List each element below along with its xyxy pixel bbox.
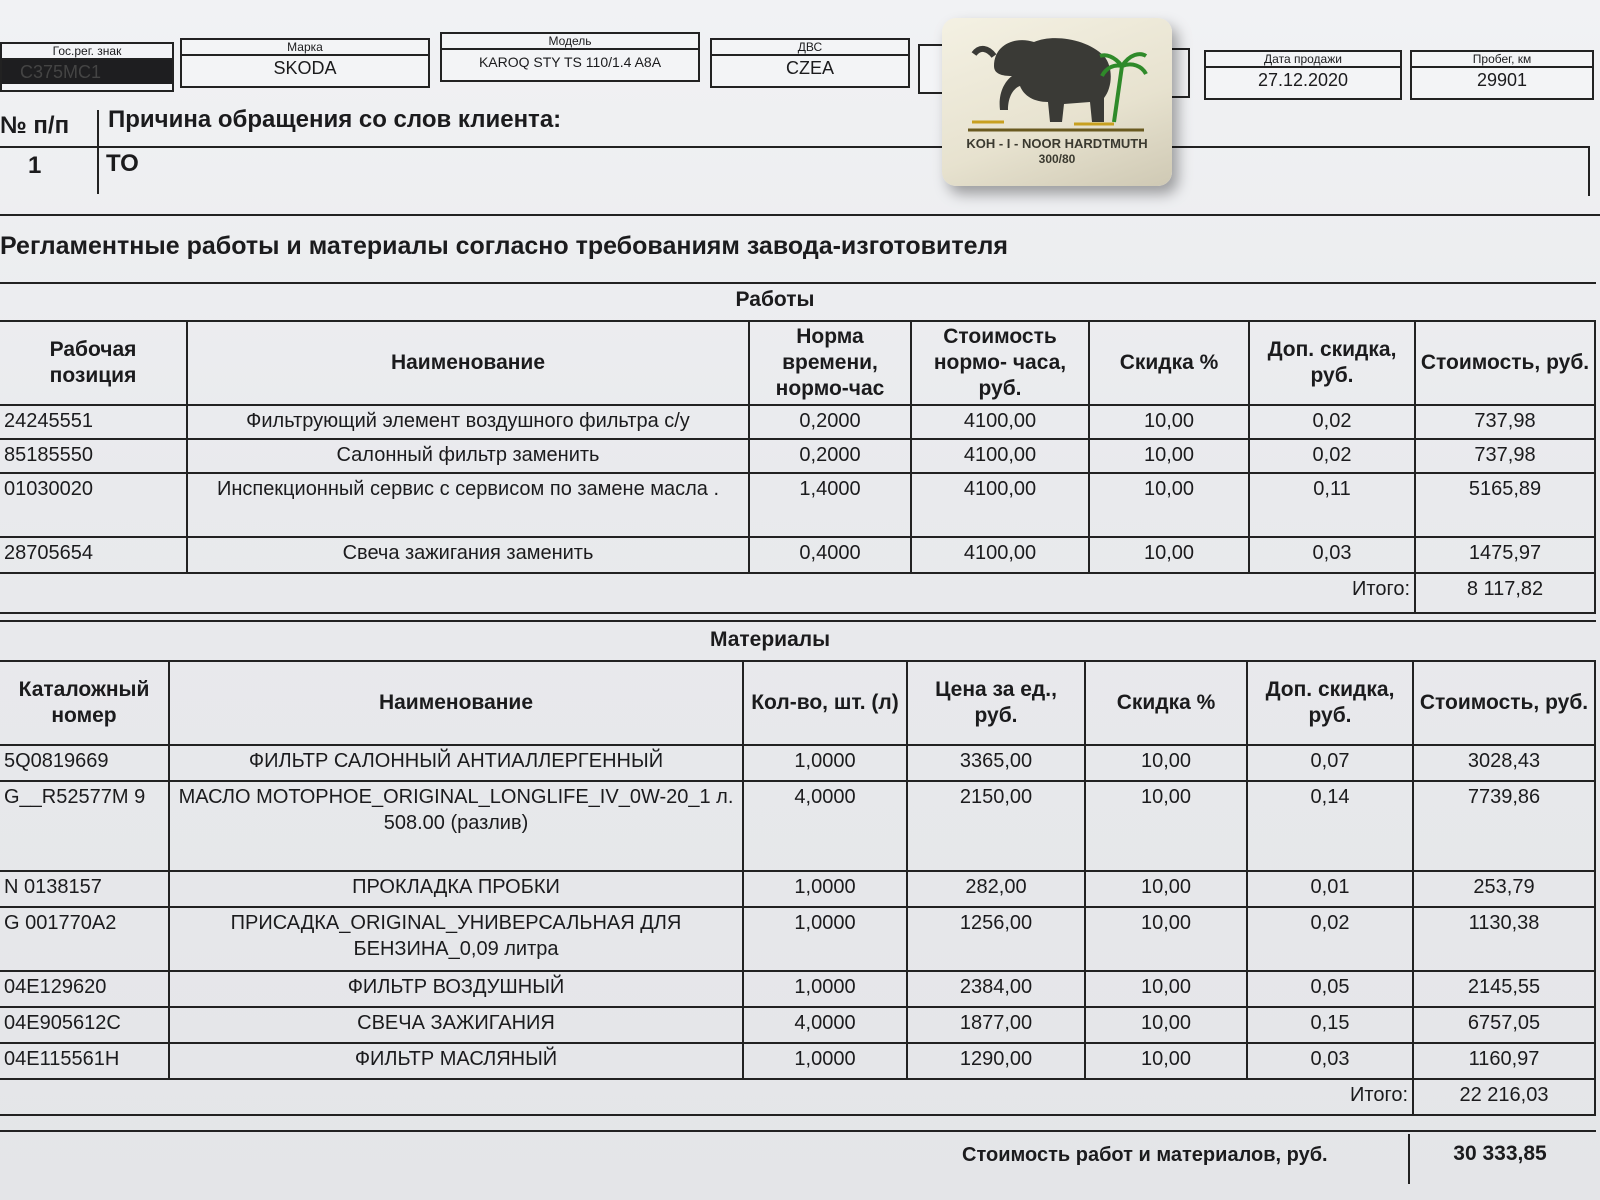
material-name: ПРИСАДКА_ORIGINAL_УНИВЕРСАЛЬНАЯ ДЛЯ БЕНЗИНА_0,09 литра bbox=[169, 907, 743, 971]
make-box bbox=[180, 38, 430, 88]
client-num: 1 bbox=[28, 152, 42, 179]
table-row bbox=[0, 473, 1595, 537]
work-extra: 0,02 bbox=[1249, 439, 1415, 473]
table-row bbox=[0, 405, 1595, 439]
plate-label: Гос.рег. знак bbox=[2, 44, 172, 60]
table-row bbox=[0, 439, 1595, 473]
material-qty: 1,0000 bbox=[743, 1043, 907, 1079]
works-header-extra: Доп. скидка, руб. bbox=[1249, 321, 1415, 405]
material-name: ФИЛЬТР МАСЛЯНЫЙ bbox=[169, 1043, 743, 1079]
plate-box bbox=[0, 42, 174, 92]
works-table bbox=[0, 320, 1596, 614]
eraser bbox=[942, 18, 1172, 186]
mileage-box bbox=[1410, 50, 1594, 100]
material-extra: 0,07 bbox=[1247, 745, 1413, 781]
table-row bbox=[0, 907, 1595, 971]
work-extra: 0,02 bbox=[1249, 405, 1415, 439]
material-qty: 4,0000 bbox=[743, 781, 907, 871]
material-cost: 3028,43 bbox=[1413, 745, 1595, 781]
sale-date-box bbox=[1204, 50, 1402, 100]
material-price: 282,00 bbox=[907, 871, 1085, 907]
material-qty: 4,0000 bbox=[743, 1007, 907, 1043]
mileage-value: 29901 bbox=[1476, 70, 1528, 90]
material-cost: 7739,86 bbox=[1413, 781, 1595, 871]
work-cost: 1475,97 bbox=[1415, 537, 1595, 573]
material-code: 04E129620 bbox=[0, 971, 169, 1007]
work-price: 4100,00 bbox=[911, 537, 1089, 573]
work-price: 4100,00 bbox=[911, 439, 1089, 473]
materials-table bbox=[0, 660, 1596, 1116]
materials-header-extra: Доп. скидка, руб. bbox=[1247, 661, 1413, 745]
client-reason: ТО bbox=[106, 150, 139, 177]
works-total-value: 8 117,82 bbox=[1415, 573, 1595, 613]
table-row bbox=[0, 1043, 1595, 1079]
work-disc: 10,00 bbox=[1089, 439, 1249, 473]
material-disc: 10,00 bbox=[1085, 781, 1247, 871]
material-qty: 1,0000 bbox=[743, 871, 907, 907]
work-disc: 10,00 bbox=[1089, 405, 1249, 439]
material-cost: 1130,38 bbox=[1413, 907, 1595, 971]
material-code: 04E115561H bbox=[0, 1043, 169, 1079]
material-cost: 6757,05 bbox=[1413, 1007, 1595, 1043]
material-qty: 1,0000 bbox=[743, 971, 907, 1007]
work-qty: 0,2000 bbox=[749, 439, 911, 473]
work-qty: 0,4000 bbox=[749, 537, 911, 573]
make-label: Марка bbox=[182, 40, 428, 56]
eraser-model: 300/80 bbox=[1038, 152, 1076, 166]
material-qty: 1,0000 bbox=[743, 745, 907, 781]
section-top-line bbox=[0, 214, 1600, 216]
material-price: 1877,00 bbox=[907, 1007, 1085, 1043]
work-disc: 10,00 bbox=[1089, 473, 1249, 537]
work-code: 24245551 bbox=[0, 405, 187, 439]
material-code: 04E905612C bbox=[0, 1007, 169, 1043]
materials-total-row bbox=[0, 1079, 1595, 1115]
material-extra: 0,01 bbox=[1247, 871, 1413, 907]
elephant-logo-icon bbox=[964, 26, 1150, 136]
material-code: N 0138157 bbox=[0, 871, 169, 907]
sale-date-label: Дата продажи bbox=[1206, 52, 1400, 68]
material-disc: 10,00 bbox=[1085, 1043, 1247, 1079]
material-price: 3365,00 bbox=[907, 745, 1085, 781]
grand-total-value: 30 333,85 bbox=[1408, 1134, 1590, 1184]
material-cost: 1160,97 bbox=[1413, 1043, 1595, 1079]
works-header-cost: Стоимость, руб. bbox=[1415, 321, 1595, 405]
material-cost: 2145,55 bbox=[1413, 971, 1595, 1007]
model-label: Модель bbox=[442, 34, 698, 50]
reason-col-line bbox=[97, 110, 99, 194]
material-qty: 1,0000 bbox=[743, 907, 907, 971]
engine-label: ДВС bbox=[712, 40, 908, 56]
works-title: Работы bbox=[735, 288, 815, 311]
material-name: СВЕЧА ЗАЖИГАНИЯ bbox=[169, 1007, 743, 1043]
material-extra: 0,02 bbox=[1247, 907, 1413, 971]
material-extra: 0,05 bbox=[1247, 971, 1413, 1007]
work-cost: 5165,89 bbox=[1415, 473, 1595, 537]
num-header: № п/п bbox=[0, 112, 70, 139]
table-row bbox=[0, 537, 1595, 573]
grand-total-label: Стоимость работ и материалов, руб. bbox=[962, 1144, 1328, 1166]
plate-value: С375МС1 bbox=[2, 60, 172, 84]
materials-header-qty: Кол-во, шт. (л) bbox=[743, 661, 907, 745]
material-price: 1256,00 bbox=[907, 907, 1085, 971]
reason-header: Причина обращения со слов клиента: bbox=[108, 106, 562, 133]
materials-header-code: Каталожный номер bbox=[0, 661, 169, 745]
section-title: Регламентные работы и материалы согласно требованиям завода-изготовителя bbox=[0, 232, 1008, 260]
mileage-label: Пробег, км bbox=[1412, 52, 1592, 68]
material-name: ПРОКЛАДКА ПРОБКИ bbox=[169, 871, 743, 907]
material-code: G 001770A2 bbox=[0, 907, 169, 971]
engine-box bbox=[710, 38, 910, 88]
material-disc: 10,00 bbox=[1085, 871, 1247, 907]
model-value: KAROQ STY TS 110/1.4 A8A bbox=[478, 54, 662, 70]
materials-total-value: 22 216,03 bbox=[1413, 1079, 1595, 1115]
work-code: 85185550 bbox=[0, 439, 187, 473]
table-row bbox=[0, 1007, 1595, 1043]
works-total-row bbox=[0, 573, 1595, 613]
works-total-label: Итого: bbox=[0, 573, 1415, 613]
works-header-disc: Скидка % bbox=[1089, 321, 1249, 405]
materials-header-cost: Стоимость, руб. bbox=[1413, 661, 1595, 745]
material-extra: 0,15 bbox=[1247, 1007, 1413, 1043]
material-extra: 0,14 bbox=[1247, 781, 1413, 871]
material-price: 2384,00 bbox=[907, 971, 1085, 1007]
works-header-price: Стоимость нормо- часа, руб. bbox=[911, 321, 1089, 405]
work-code: 01030020 bbox=[0, 473, 187, 537]
grand-total-line bbox=[0, 1130, 1596, 1132]
table-row bbox=[0, 745, 1595, 781]
work-cost: 737,98 bbox=[1415, 405, 1595, 439]
sale-date-value: 27.12.2020 bbox=[1257, 70, 1349, 90]
reason-divider bbox=[0, 146, 1590, 148]
work-name: Салонный фильтр заменить bbox=[187, 439, 749, 473]
materials-title: Материалы bbox=[709, 628, 831, 651]
work-cost: 737,98 bbox=[1415, 439, 1595, 473]
work-price: 4100,00 bbox=[911, 405, 1089, 439]
make-value: SKODA bbox=[273, 58, 337, 78]
materials-header-disc: Скидка % bbox=[1085, 661, 1247, 745]
works-header-code: Рабочая позиция bbox=[0, 321, 187, 405]
works-header-name: Наименование bbox=[187, 321, 749, 405]
works-header-qty: Норма времени, нормо-час bbox=[749, 321, 911, 405]
material-name: ФИЛЬТР САЛОННЫЙ АНТИАЛЛЕРГЕННЫЙ bbox=[169, 745, 743, 781]
material-price: 1290,00 bbox=[907, 1043, 1085, 1079]
work-qty: 0,2000 bbox=[749, 405, 911, 439]
table-row bbox=[0, 871, 1595, 907]
material-disc: 10,00 bbox=[1085, 745, 1247, 781]
material-name: МАСЛО МОТОРНОЕ_ORIGINAL_LONGLIFE_IV_0W-20_1 л. 508.00 (разлив) bbox=[169, 781, 743, 871]
material-code: G__R52577M 9 bbox=[0, 781, 169, 871]
material-disc: 10,00 bbox=[1085, 907, 1247, 971]
materials-top-line bbox=[0, 620, 1596, 622]
material-cost: 253,79 bbox=[1413, 871, 1595, 907]
work-price: 4100,00 bbox=[911, 473, 1089, 537]
model-box bbox=[440, 32, 700, 82]
work-qty: 1,4000 bbox=[749, 473, 911, 537]
engine-value: CZEA bbox=[785, 58, 834, 78]
material-disc: 10,00 bbox=[1085, 971, 1247, 1007]
materials-header-name: Наименование bbox=[169, 661, 743, 745]
work-name: Инспекционный сервис с сервисом по замене масла . bbox=[187, 473, 749, 537]
material-price: 2150,00 bbox=[907, 781, 1085, 871]
work-code: 28705654 bbox=[0, 537, 187, 573]
work-name: Фильтрующий элемент воздушного фильтра с/у bbox=[187, 405, 749, 439]
table-row bbox=[0, 971, 1595, 1007]
work-extra: 0,11 bbox=[1249, 473, 1415, 537]
work-name: Свеча зажигания заменить bbox=[187, 537, 749, 573]
eraser-brand: KOH - I - NOOR HARDTMUTH bbox=[966, 136, 1148, 151]
material-extra: 0,03 bbox=[1247, 1043, 1413, 1079]
work-extra: 0,03 bbox=[1249, 537, 1415, 573]
materials-total-label: Итого: bbox=[0, 1079, 1413, 1115]
table-row bbox=[0, 781, 1595, 871]
material-disc: 10,00 bbox=[1085, 1007, 1247, 1043]
work-disc: 10,00 bbox=[1089, 537, 1249, 573]
materials-header-price: Цена за ед., руб. bbox=[907, 661, 1085, 745]
material-code: 5Q0819669 bbox=[0, 745, 169, 781]
right-edge-line bbox=[1588, 146, 1590, 196]
section-line bbox=[0, 282, 1596, 284]
material-name: ФИЛЬТР ВОЗДУШНЫЙ bbox=[169, 971, 743, 1007]
